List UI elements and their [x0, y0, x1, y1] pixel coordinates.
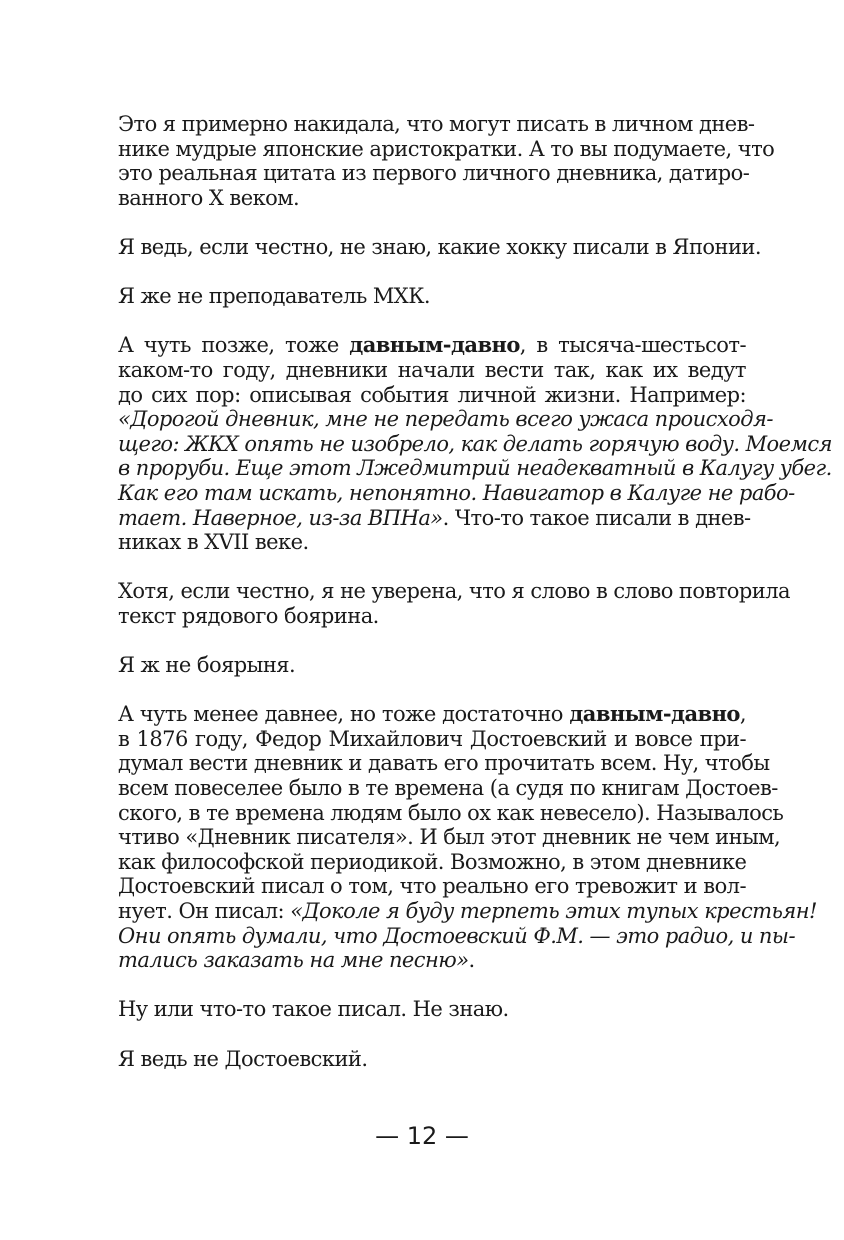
bold-phrase: давным-давно	[349, 332, 520, 358]
text-line: в 1876 году, Федор Михайлович Достоевский и вовсе при-	[118, 726, 746, 751]
text-line: чтиво «Дневник писателя». И был этот дневник не чем иным,	[118, 825, 781, 850]
text-line: как философской периодикой. Возможно, в этом дневнике	[118, 849, 747, 874]
text-line	[118, 333, 746, 358]
text-line: Я ведь, если честно, не знаю, какие хокку писали в Японии.	[118, 234, 761, 259]
text-line: ванного X веком.	[118, 185, 300, 210]
paragraph-2	[118, 234, 761, 260]
text-line: текст рядового боярина.	[118, 603, 379, 628]
text-run: . Что-то такое писали в днев-	[442, 505, 751, 530]
italic-quote-run: «Доколе я буду терпеть этих тупых крестьян!	[290, 899, 817, 923]
italic-quote-line: в проруби. Еще этот Лжедмитрий неадекватный в Калугу убег.	[118, 456, 832, 481]
text-line: Достоевский писал о том, что реально его тревожит и вол-	[118, 874, 746, 899]
text-run: ,	[739, 702, 746, 727]
italic-quote-line: щего: ЖКХ опять не изобрело, как делать горячую воду. Моемся	[118, 431, 832, 456]
text-line: Я же не преподаватель МХК.	[118, 284, 431, 309]
bold-phrase: давным-давно	[569, 701, 740, 727]
text-run: А чуть позже, тоже	[118, 333, 350, 358]
italic-quote-line: Как его там искать, непонятно. Навигатор в Калуге не рабо-	[118, 480, 795, 505]
paragraph-8	[118, 997, 746, 1022]
text-line: Это я примерно накидала, что могут писать в личном днев-	[118, 112, 755, 136]
text-line: Я ж не боярыня.	[118, 653, 296, 678]
text-line: Хотя, если честно, я не уверена, что я слово в слово повторила	[118, 579, 790, 604]
paragraph-5	[118, 579, 790, 628]
text-line: до сих пор: описывая события личной жизни. Например:	[118, 382, 746, 407]
text-line	[118, 505, 751, 531]
italic-quote-run: тает. Наверное, из-за ВПНа»	[118, 505, 443, 530]
paragraph-9	[118, 1047, 746, 1072]
text-run: А чуть менее давнее, но тоже достаточно	[118, 702, 570, 727]
text-run: , в тысяча-шестьсот-	[519, 333, 747, 358]
page-body	[118, 112, 832, 1096]
paragraph-4	[118, 332, 832, 555]
text-line: это реальная цитата из первого личного дневника, датиро-	[118, 161, 750, 186]
page-number: — 12 —	[375, 1122, 469, 1150]
paragraph-1	[118, 112, 775, 210]
paragraph-3	[118, 284, 746, 309]
text-run: нует. Он писал:	[118, 899, 291, 923]
text-line: каком-то году, дневники начали вести так, как их ведут	[118, 357, 746, 382]
text-line: Ну или что-то такое писал. Не знаю.	[118, 997, 509, 1022]
text-line: ского, в те времена людям было ох как невесело). Называлось	[118, 800, 784, 825]
text-line: нике мудрые японские аристократки. А то вы подумаете, что	[118, 136, 775, 161]
text-line	[118, 702, 746, 727]
paragraph-7	[118, 701, 817, 973]
text-line: Я ведь не Достоевский.	[118, 1046, 368, 1071]
text-line: всем повеселее было в те времена (а судя по книгам Достоев-	[118, 776, 778, 801]
text-line	[118, 948, 746, 973]
text-run: .	[468, 948, 475, 973]
italic-quote-line: «Дорогой дневник, мне не передать всего ужаса происходя-	[118, 407, 773, 432]
text-line	[118, 899, 817, 924]
text-line: никах в XVII веке.	[118, 530, 309, 555]
text-line: думал вести дневник и давать его прочитать всем. Ну, чтобы	[118, 751, 770, 776]
paragraph-6	[118, 653, 746, 678]
italic-quote-run: тались заказать на мне песню»	[118, 948, 469, 973]
italic-quote-line: Они опять думали, что Достоевский Ф.М. — это радио, и пы-	[118, 923, 796, 948]
